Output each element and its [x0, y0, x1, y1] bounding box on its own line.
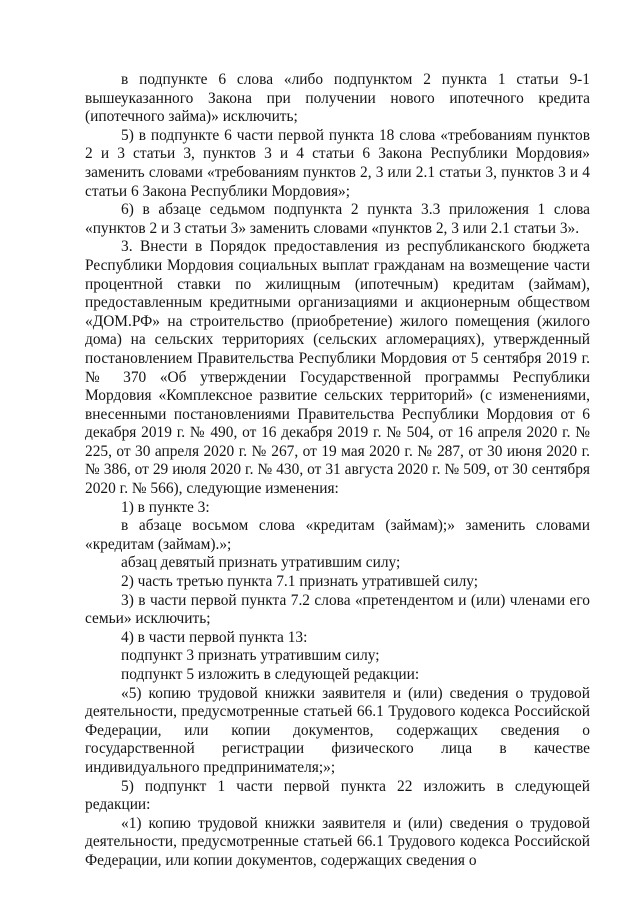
paragraph-item-2-point-7-1: 2) часть третью пункта 7.1 признать утратившей силу; [121, 573, 479, 591]
paragraph-subpoint-3-void: подпункт 3 признать утратившим силу; [121, 647, 380, 665]
paragraph-quoted-subpoint-1: «1) копию трудовой книжки заявителя и (или) сведения о трудовой деятельности, предусмотренные статьей 66.1 Трудового кодекса Российской Федерации, или копии документов, содержащих сведения о [85, 814, 590, 869]
paragraph-quoted-subpoint-5: «5) копию трудовой книжки заявителя и (или) сведения о трудовой деятельности, предусмотренные статьей 66.1 Трудового кодекса Российской Федерации, или копии документов, содержащих сведения о государственной регистрации физического лица в качестве индивидуального предпринимателя;»; [85, 684, 590, 776]
paragraph-item-1-point-3: 1) в пункте 3: [121, 498, 210, 516]
document-body [85, 71, 590, 871]
paragraph-item-5-point-22: 5) подпункт 1 части первой пункта 22 изложить в следующей редакции: [85, 777, 590, 814]
paragraph-item-5-point-18: 5) в подпункте 6 части первой пункта 18 слова «требованиям пунктов 2 и 3 статьи 3, пунктов 3 и 4 статьи 6 Закона Республики Мордовия» заменить словами «требованиям пунктов 2, 3 или 2.1 статьи 3, пунктов 3 и 4 статьи 6 Закона Республики Мордовия»; [85, 126, 590, 200]
paragraph-item-3-point-7-2: 3) в части первой пункта 7.2 слова «претендентом и (или) членами его семьи» исключить; [85, 591, 590, 628]
paragraph-ninth-abzats-void: абзац девятый признать утратившим силу; [121, 554, 401, 572]
paragraph-eighth-abzats: в абзаце восьмом слова «кредитам (займам);» заменить словами «кредитам (займам).»; [85, 517, 590, 553]
paragraph-item-4-point-13: 4) в части первой пункта 13: [121, 628, 308, 646]
paragraph-item-6-annex-1: 6) в абзаце седьмом подпункта 2 пункта 3.3 приложения 1 слова «пунктов 2 и 3 статьи 3» заменить словами «пунктов 2, 3 или 2.1 статьи 3». [85, 201, 590, 237]
paragraph-subpoint-5-new-wording: подпункт 5 изложить в следующей редакции: [121, 666, 420, 683]
paragraph-subpoint-6-exclusion: в подпункте 6 слова «либо подпунктом 2 пункта 1 статьи 9-1 вышеуказанного Закона при получении нового ипотечного кредита (ипотечного займа)» исключить; [85, 71, 590, 126]
paragraph-section-3-procedure: 3. Внести в Порядок предоставления из республиканского бюджета Республики Мордовия социальных выплат гражданам на возмещение части процентной ставки по жилищным (ипотечным) кредитам (займам), предоставленным кредитными организациями и акционерным обществом «ДОМ.РФ» на строительство (приобретение) жилого помещения (жилого дома) на сельских территориях (сельских агломерациях), утвержденный постановлением Правительства Республики Мордовия от 5 сентября 2019 г. № 370 «Об утверждении Государственной программы Республики Мордовия «Комплексное развитие сельских территорий» (с изменениями, внесенными постановлениями Правительства Республики Мордовия от 6 декабря 2019 г. № 490, от 16 декабря 2019 г. № 504, от 16 апреля 2020 г. № 225, от 30 апреля 2020 г. № 267, от 19 мая 2020 г. № 287, от 30 июня 2020 г. № 386, от 29 июля 2020 г. № 430, от 31 августа 2020 г. № 509, от 30 сентября 2020 г. № 566), следующие изменения: [85, 238, 590, 498]
